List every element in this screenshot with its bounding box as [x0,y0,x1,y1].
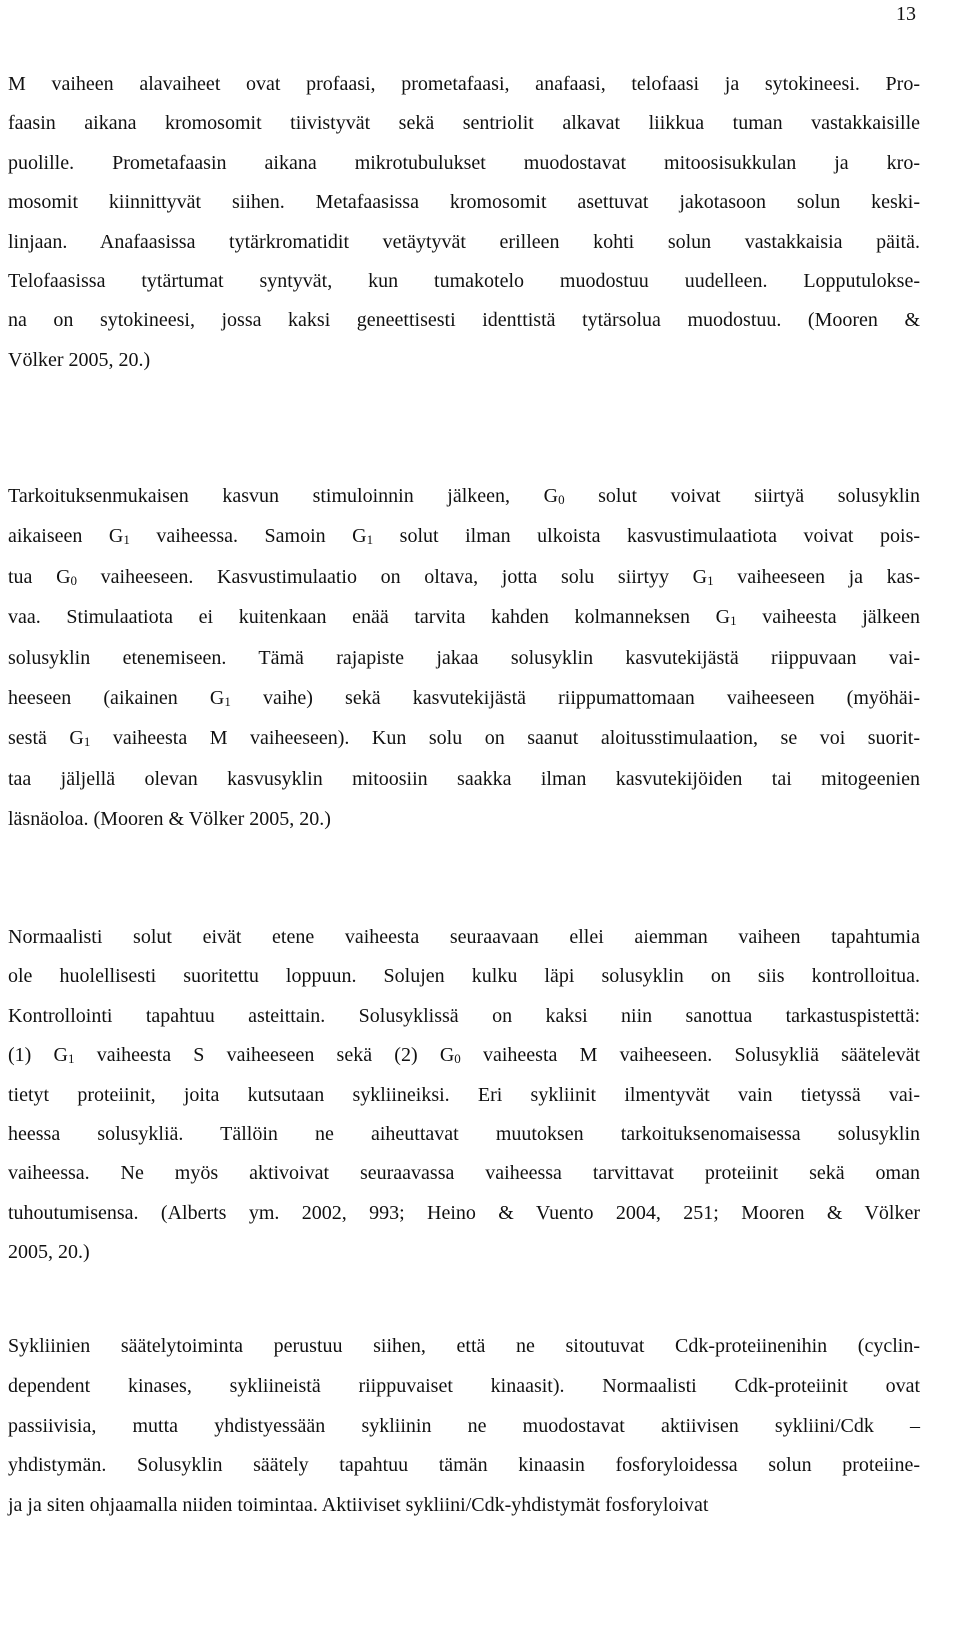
text-line [8,686,920,710]
subscript: 1 [707,573,714,588]
subscript: 1 [366,532,374,547]
text-line [8,565,920,589]
text-line [8,1004,920,1028]
text-segment: Völker 2005, 20.) [8,349,151,371]
subscript: 1 [123,532,130,547]
subscript: 0 [454,1051,461,1066]
text-segment: vaiheeseen. Kasvustimulaatio on oltava, jotta solu siirtyy G [77,566,708,588]
text-segment: dependent kinases, sykliineistä riippuvaiset kinaasit). Normaalisti Cdk-proteiinit ovat [8,1375,920,1397]
text-line [8,1161,920,1185]
text-segment: solut ilman ulkoista kasvustimulaatiota voivat pois- [373,525,921,547]
text-segment: ole huolellisesti suoritettu loppuun. Solujen kulku läpi solusyklin on siis kontrolloitua. [8,965,920,987]
text-segment: (1) G [8,1044,68,1066]
text-segment: vaiheessa. Samoin G [129,525,367,547]
text-line [8,230,920,254]
text-segment: ja ja siten ohjaamalla niiden toimintaa. Aktiiviset sykliini/Cdk-yhdistymät fosforyloivat [8,1494,709,1516]
text-line [8,605,920,629]
text-segment: vaa. Stimulaatiota ei kuitenkaan enää tarvita kahden kolmanneksen G [8,606,731,628]
text-line [8,151,920,175]
text-line [8,1374,920,1398]
text-segment: läsnäoloa. (Mooren & Völker 2005, 20.) [8,808,331,830]
text-line [8,524,920,548]
text-segment: vaiheesta S vaiheeseen sekä (2) G [74,1044,455,1066]
text-segment: Kontrollointi tapahtuu asteittain. Solusyklissä on kaksi niin sanottua tarkastuspistettä: [8,1005,920,1027]
text-segment: yhdistymän. Solusyklin säätely tapahtuu tämän kinaasin fosforyloidessa solun proteiine- [8,1454,920,1476]
text-segment: solut voivat siirtyä solusyklin [564,485,920,507]
text-line [8,964,920,988]
text-segment: M vaiheen alavaiheet ovat profaasi, prometafaasi, anafaasi, telofaasi ja sytokineesi. Pro- [8,73,920,95]
subscript: 1 [730,613,737,628]
text-line [8,269,920,293]
text-segment: Tarkoituksenmukaisen kasvun stimuloinnin jälkeen, G [8,485,559,507]
text-segment: 2005, 20.) [8,1241,90,1263]
text-segment: faasin aikana kromosomit tiivistyvät sekä sentriolit alkavat liikkua tuman vastakkaisille [8,112,920,134]
subscript: 0 [558,492,565,507]
text-segment: linjaan. Anafaasissa tytärkromatidit vetäytyvät erilleen kohti solun vastakkaisia päitä. [8,231,920,253]
text-line [8,1201,920,1225]
text-line [8,190,920,214]
text-segment: sestä G [8,727,84,749]
text-segment: na on sytokineesi, jossa kaksi geneettisesti identtistä tytärsolua muodostuu. (Mooren & [8,309,920,331]
text-segment: vaiheessa. Ne myös aktivoivat seuraavassa vaiheessa tarvittavat proteiinit sekä oman [8,1162,920,1184]
text-segment: taa jäljellä olevan kasvusyklin mitoosiin saakka ilman kasvutekijöiden tai mitogeenien [8,768,920,790]
text-segment: vaiheesta M vaiheeseen. Solusykliä säätelevät [460,1044,921,1066]
text-line [8,1414,920,1438]
text-line [8,646,920,670]
text-line [8,1083,920,1107]
text-segment: passiivisia, mutta yhdistyessään sykliinin ne muodostavat aktiivisen sykliini/Cdk – [8,1415,920,1437]
subscript: 1 [83,734,91,749]
text-line [8,348,920,372]
text-line [8,767,920,791]
text-segment: tietyt proteiinit, joita kutsutaan sykliineiksi. Eri sykliinit ilmentyvät vain tietyssä vai- [8,1084,920,1106]
text-segment: aikaiseen G [8,525,124,547]
text-line [8,1493,920,1517]
text-segment: mosomit kiinnittyvät siihen. Metafaasissa kromosomit asettuvat jakotasoon solun keski- [8,191,920,213]
text-line [8,1043,920,1067]
text-line [8,1453,920,1477]
text-line [8,726,920,750]
text-line [8,1334,920,1358]
text-segment: vaiheesta jälkeen [736,606,920,628]
text-segment: vaihe) sekä kasvutekijästä riippumattomaan vaiheeseen (myöhäi- [230,687,920,709]
text-segment: heessa solusykliä. Tällöin ne aiheuttavat muutoksen tarkoituksenomaisessa solusyklin [8,1123,920,1145]
text-segment: tua G [8,566,71,588]
text-segment: Normaalisti solut eivät etene vaiheesta seuraavaan ellei aiemman vaiheen tapahtumia [8,926,920,948]
text-line [8,807,920,831]
text-line [8,925,920,949]
text-line [8,72,920,96]
subscript: 1 [67,1051,75,1066]
text-line [8,111,920,135]
text-line [8,308,920,332]
text-segment: vaiheesta M vaiheeseen). Kun solu on saanut aloitusstimulaation, se voi suorit- [90,727,920,749]
subscript: 1 [224,694,231,709]
subscript: 0 [70,573,78,588]
text-segment: vaiheeseen ja kas- [713,566,920,588]
text-line [8,484,920,508]
text-segment: Telofaasissa tytärtumat syntyvät, kun tumakotelo muodostuu uudelleen. Lopputulokse- [8,270,920,292]
text-segment: tuhoutumisensa. (Alberts ym. 2002, 993; Heino & Vuento 2004, 251; Mooren & Völker [8,1202,920,1224]
page-number: 13 [896,3,916,25]
text-segment: heeseen (aikainen G [8,687,225,709]
text-segment: puolille. Prometafaasin aikana mikrotubulukset muodostavat mitoosisukkulan ja kro- [8,152,920,174]
text-line [8,1240,920,1264]
text-segment: solusyklin etenemiseen. Tämä rajapiste jakaa solusyklin kasvutekijästä riippuvaan vai- [8,647,920,669]
text-line [8,1122,920,1146]
text-segment: Sykliinien säätelytoiminta perustuu siihen, että ne sitoutuvat Cdk-proteiinenihin (cyclin- [8,1335,920,1357]
